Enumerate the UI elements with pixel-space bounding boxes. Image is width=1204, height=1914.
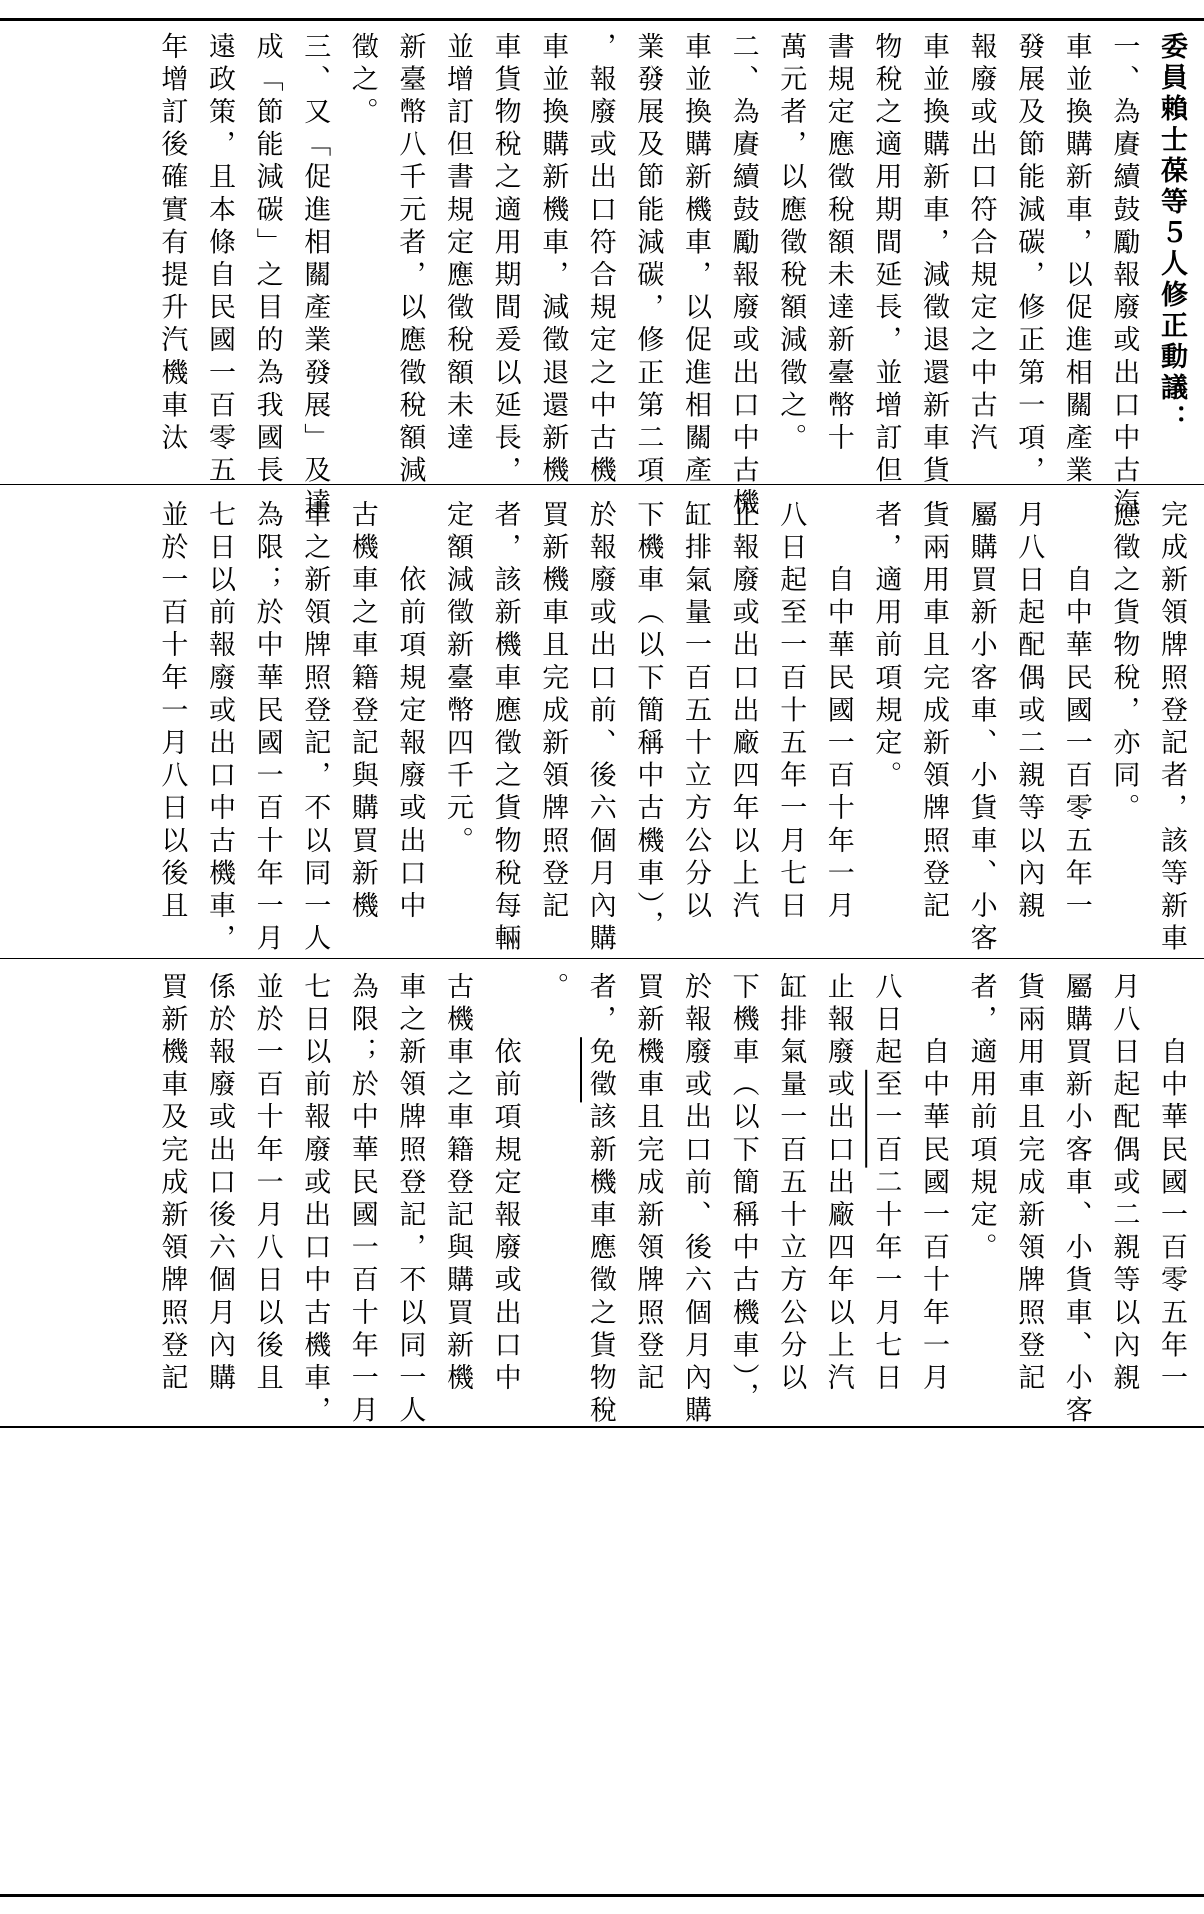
amended-text-panel-line: 自中華民國一百十年一月 xyxy=(822,500,854,924)
original-text-panel-line: 自中華民國一百零五年一 xyxy=(1156,972,1187,1396)
original-text-panel-line: 缸排氣量一百五十立方公分以 xyxy=(775,972,807,1396)
original-text-panel-line: 係於報廢或出口後六個月內購 xyxy=(204,972,235,1396)
amended-text-panel-line: 車之新領牌照登記，不以同一人 xyxy=(299,500,331,957)
original-text-panel-line: 者，適用前項規定。 xyxy=(965,972,997,1266)
amended-text-panel-line: 並於一百十年一月八日以後且 xyxy=(156,500,188,924)
proposed-amendment-panel-line: ，報廢或出口符合規定之中古機 xyxy=(584,32,616,489)
proposed-amendment-panel-line: 新臺幣八千元者，以應徵稅額減 xyxy=(394,32,426,489)
proposed-amendment-panel-line: 發展及節能減碳，修正第一項， xyxy=(1013,32,1045,489)
proposed-amendment-panel-line: 並增訂但書規定應徵稅額未達 xyxy=(442,32,473,456)
amended-text-panel-line: 者，適用前項規定。 xyxy=(870,500,902,794)
panel-divider-2 xyxy=(0,958,1204,959)
original-text-panel-line: 止報廢或出口出廠四年以上汽 xyxy=(822,972,854,1396)
amended-text-panel-line: 屬購買新小客車、小貨車、小客 xyxy=(965,500,997,957)
amended-text-panel-line: 下機車（以下簡稱中古機車）， xyxy=(632,500,664,943)
proposed-amendment-panel-line: 成「節能減碳」之目的為我國長 xyxy=(251,32,283,489)
original-text-panel-line: 屬購買新小客車、小貨車、小客 xyxy=(1060,972,1092,1429)
original-text-panel-line: 古機車之車籍登記與購買新機 xyxy=(442,972,473,1396)
underlined-revision: 免徵 xyxy=(584,1037,616,1103)
original-text-panel-line: 月八日起配偶或二親等以內親 xyxy=(1108,972,1140,1396)
original-text-panel-line: 。 xyxy=(537,972,569,1005)
amended-text-panel-line: 止報廢或出口出廠四年以上汽 xyxy=(727,500,759,924)
original-text-panel-line: 買新機車及完成新領牌照登記 xyxy=(156,972,188,1396)
amended-text-panel-line: 八日起至一百十五年一月七日 xyxy=(775,500,807,924)
original-text-panel-line: 貨兩用車且完成新領牌照登記 xyxy=(1013,972,1045,1396)
amended-text-panel-line: 於報廢或出口前、後六個月內購 xyxy=(584,500,616,957)
original-text-panel-line: 並於一百十年一月八日以後且 xyxy=(251,972,283,1396)
amended-text-panel-line: 買新機車且完成新領牌照登記 xyxy=(537,500,569,924)
original-text-panel-line: 車之新領牌照登記，不以同一人 xyxy=(394,972,426,1429)
original-text-panel-line: 依前項規定報廢或出口中 xyxy=(489,972,521,1396)
proposed-amendment-panel-line: 車貨物稅之適用期間爰以延長， xyxy=(489,32,521,489)
original-text-panel-line: 者，免徵該新機車應徵之貨物稅 xyxy=(584,972,616,1429)
proposed-amendment-panel-line: 三、又「促進相關產業發展」及達 xyxy=(299,32,331,521)
amended-text-panel-line: 為限；於中華民國一百十年一月 xyxy=(251,500,283,957)
amended-text-panel-line: 依前項規定報廢或出口中 xyxy=(394,500,426,924)
amended-text-panel-line: 完成新領牌照登記者，該等新車 xyxy=(1156,500,1187,957)
original-text-panel-line: 八日起至一百二十年一月七日 xyxy=(870,972,902,1396)
proposed-amendment-panel-line: 年增訂後確實有提升汽機車汰 xyxy=(156,32,188,456)
proposed-amendment-panel-line: 一、為賡續鼓勵報廢或出口中古汽 xyxy=(1108,32,1140,521)
proposed-amendment-panel-line: 業發展及節能減碳，修正第二項 xyxy=(632,32,664,489)
original-text-panel-line: 七日以前報廢或出口中古機車， xyxy=(299,972,331,1429)
original-text-panel-line: 買新機車且完成新領牌照登記 xyxy=(632,972,664,1396)
proposed-amendment-panel-line: 委員賴士葆等５人修正動議： xyxy=(1156,32,1187,435)
amended-text-panel-line: 自中華民國一百零五年一 xyxy=(1060,500,1092,924)
proposed-amendment-panel-line: 書規定應徵稅額未達新臺幣十 xyxy=(822,32,854,456)
amended-text-panel-line: 者，該新機車應徵之貨物稅每輛 xyxy=(489,500,521,957)
proposed-amendment-panel-line: 遠政策，且本條自民國一百零五 xyxy=(204,32,235,489)
original-text-panel-line: 於報廢或出口前、後六個月內購 xyxy=(680,972,711,1429)
proposed-amendment-panel-line: 徵之。 xyxy=(346,32,378,130)
proposed-amendment-panel-line: 車並換購新車，減徵退還新車貨 xyxy=(918,32,949,489)
original-text-panel-line: 自中華民國一百十年一月 xyxy=(918,972,949,1396)
amended-text-panel-line: 七日以前報廢或出口中古機車， xyxy=(204,500,235,957)
amended-text-panel-line: 應徵之貨物稅，亦同。 xyxy=(1108,500,1140,826)
proposed-amendment-panel-line: 車並換購新機車，減徵退還新機 xyxy=(537,32,569,489)
original-text-panel-line: 為限；於中華民國一百十年一月 xyxy=(346,972,378,1429)
underlined-revision: 至一百 xyxy=(870,1069,902,1168)
proposed-amendment-panel-line: 物稅之適用期間延長，並增訂但 xyxy=(870,32,902,489)
amended-text-panel-line: 古機車之車籍登記與購買新機 xyxy=(346,500,378,924)
proposed-amendment-panel-line: 車並換購新車，以促進相關產業 xyxy=(1060,32,1092,489)
proposed-amendment-panel-line: 二、為賡續鼓勵報廢或出口中古機 xyxy=(727,32,759,521)
bottom-rule xyxy=(0,1894,1204,1897)
proposed-amendment-panel-line: 報廢或出口符合規定之中古汽 xyxy=(965,32,997,456)
amended-text-panel-line: 定額減徵新臺幣四千元。 xyxy=(442,500,473,859)
top-rule xyxy=(0,18,1204,21)
amended-text-panel-line: 月八日起配偶或二親等以內親 xyxy=(1013,500,1045,924)
proposed-amendment-panel-line: 車並換購新機車，以促進相關產 xyxy=(680,32,711,489)
original-text-panel-line: 下機車（以下簡稱中古機車）， xyxy=(727,972,759,1415)
amended-text-panel-line: 貨兩用車且完成新領牌照登記 xyxy=(918,500,949,924)
proposed-amendment-panel-line: 萬元者，以應徵稅額減徵之。 xyxy=(775,32,807,456)
amended-text-panel-line: 缸排氣量一百五十立方公分以 xyxy=(680,500,711,924)
